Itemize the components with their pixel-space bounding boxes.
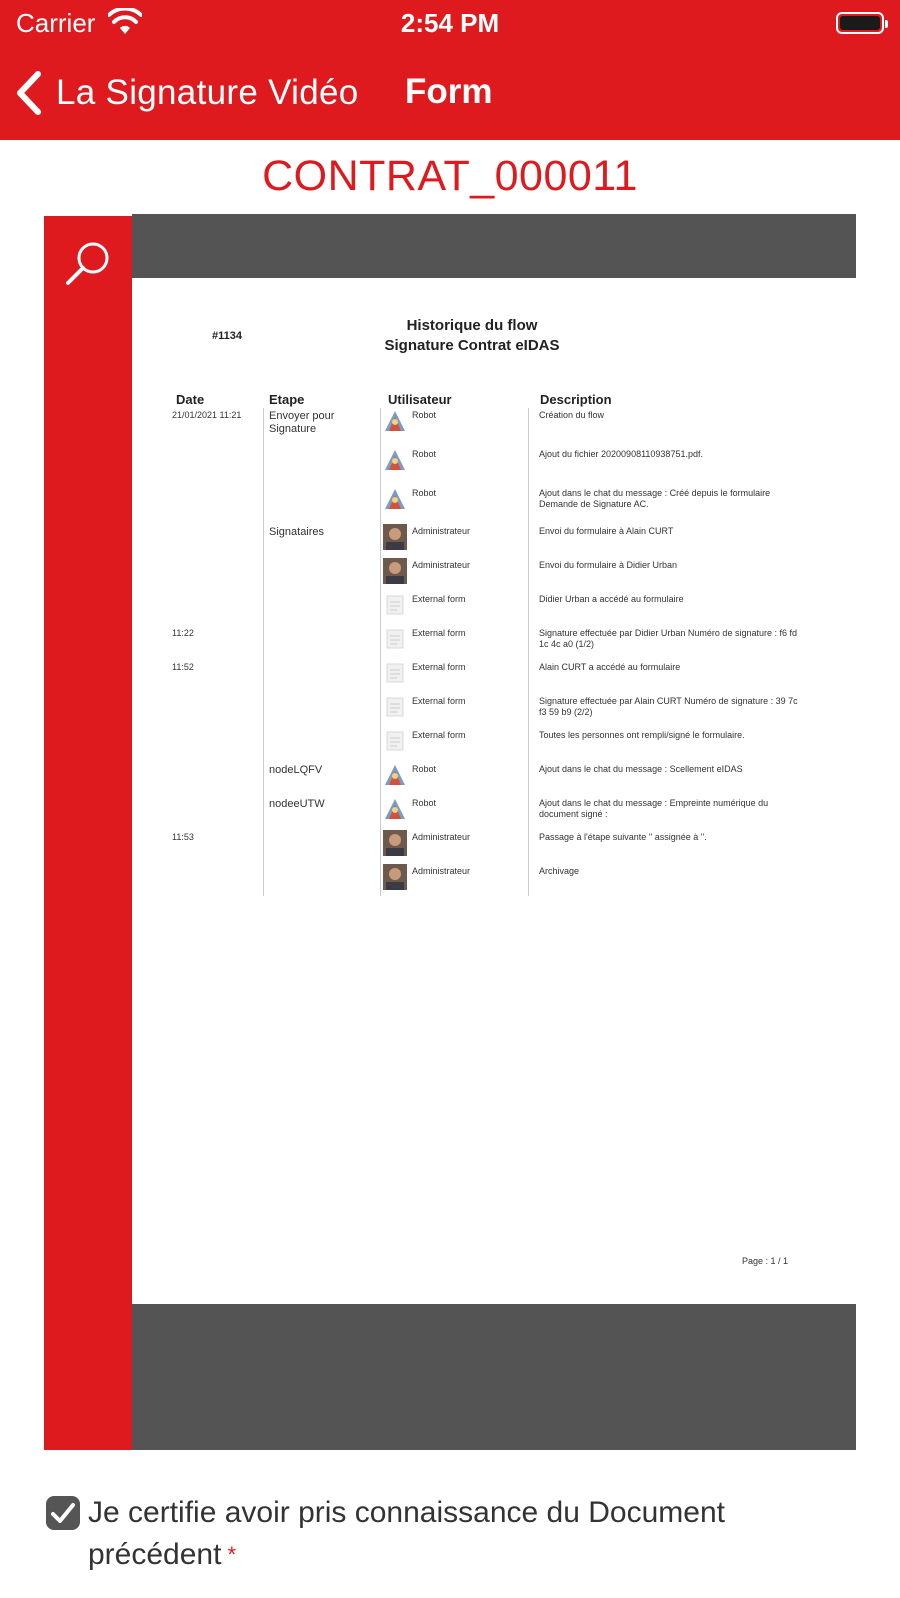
row-date: 11:22 [172,628,194,638]
column-header-utilisateur: Utilisateur [388,392,452,407]
column-header-description: Description [540,392,612,407]
row-user: Robot [412,488,437,498]
column-header-etape: Etape [269,392,305,407]
avatar [383,796,407,822]
viewer-bottom-margin [132,1304,856,1450]
row-user: External form [412,662,466,672]
row-user: Robot [412,798,437,808]
row-description: Alain CURT a accédé au formulaire [539,662,681,672]
row-user: External form [412,594,466,604]
row-user: External form [412,730,466,740]
avatar [383,524,407,550]
avatar [383,408,407,434]
status-bar [0,0,900,48]
row-user: External form [412,696,466,706]
row-description: Passage à l'étape suivante '' assignée à ''. [539,832,707,842]
nav-title: Form [405,72,493,111]
column-divider [380,408,381,896]
column-divider [263,408,264,896]
row-user: Administrateur [412,866,471,876]
pdf-title-line-1: Historique du flow [406,317,538,334]
pdf-title [322,316,622,356]
row-description: Ajout du fichier 20200908110938751.pdf. [539,449,703,459]
row-description: Ajout dans le chat du message : Scellement eIDAS [539,764,743,774]
clock: 2:54 PM [400,8,500,38]
avatar [383,486,407,512]
row-description: Toutes les personnes ont rempli/signé le formulaire. [539,730,745,740]
viewer-toolbar [44,216,132,1450]
certify-checkbox[interactable] [46,1496,80,1530]
certify-label[interactable] [88,1492,848,1576]
avatar [383,762,407,788]
page-number: Page : 1 / 1 [742,1256,789,1266]
row-user: Administrateur [412,526,471,536]
row-description: Envoi du formulaire à Didier Urban [539,560,678,570]
avatar [383,830,407,856]
chevron-left-icon [14,70,44,116]
back-button-label: La Signature Vidéo [56,73,359,112]
pdf-title-line-2: Signature Contrat eIDAS [384,337,560,354]
pdf-page[interactable] [132,278,856,1304]
row-etape: Envoyer pour Signature [269,410,335,435]
row-etape: nodeLQFV [269,764,323,776]
row-description: Envoi du formulaire à Alain CURT [539,526,674,536]
row-description: Création du flow [539,410,605,420]
avatar [383,660,407,686]
row-date: 11:53 [172,832,194,842]
row-description: Ajout dans le chat du message : Créé depuis le formulaire Demande de Signature AC. [539,488,771,509]
avatar [383,592,407,618]
back-button[interactable] [14,68,359,118]
document-title: CONTRAT_000011 [262,152,638,200]
row-user: Administrateur [412,832,471,842]
avatar [383,558,407,584]
search-icon[interactable] [64,238,114,288]
column-divider [528,408,529,896]
navigation-bar [0,56,900,132]
viewer-top-margin [132,214,856,278]
row-user: Robot [412,764,437,774]
row-description: Signature effectuée par Didier Urban Numéro de signature : f6 fd 1c 4c a0 (1/2) [539,628,797,649]
row-etape: Signataires [269,526,325,538]
row-user: External form [412,628,466,638]
row-description: Didier Urban a accédé au formulaire [539,594,684,604]
column-header-date: Date [176,392,205,407]
required-asterisk: * [227,1542,236,1567]
row-user: Robot [412,449,437,459]
avatar [383,447,407,473]
certify-label-text: Je certifie avoir pris connaissance du Document précédent [88,1496,725,1571]
row-date: 21/01/2021 11:21 [172,410,242,420]
row-date: 11:52 [172,662,194,672]
row-description: Archivage [539,866,580,876]
row-description: Signature effectuée par Alain CURT Numéro de signature : 39 7c f3 59 b9 (2/2) [539,696,798,717]
battery-icon [836,12,884,34]
avatar [383,864,407,890]
row-etape: nodeeUTW [269,798,325,810]
pdf-flow-id: #1134 [212,330,242,342]
row-description: Ajout dans le chat du message : Empreinte numérique du document signé : [539,798,769,819]
top-bar [0,0,900,140]
avatar [383,626,407,652]
checkmark-icon [50,1501,76,1525]
avatar [383,728,407,754]
avatar [383,694,407,720]
row-user: Robot [412,410,437,420]
carrier-label: Carrier [16,8,96,38]
row-user: Administrateur [412,560,471,570]
